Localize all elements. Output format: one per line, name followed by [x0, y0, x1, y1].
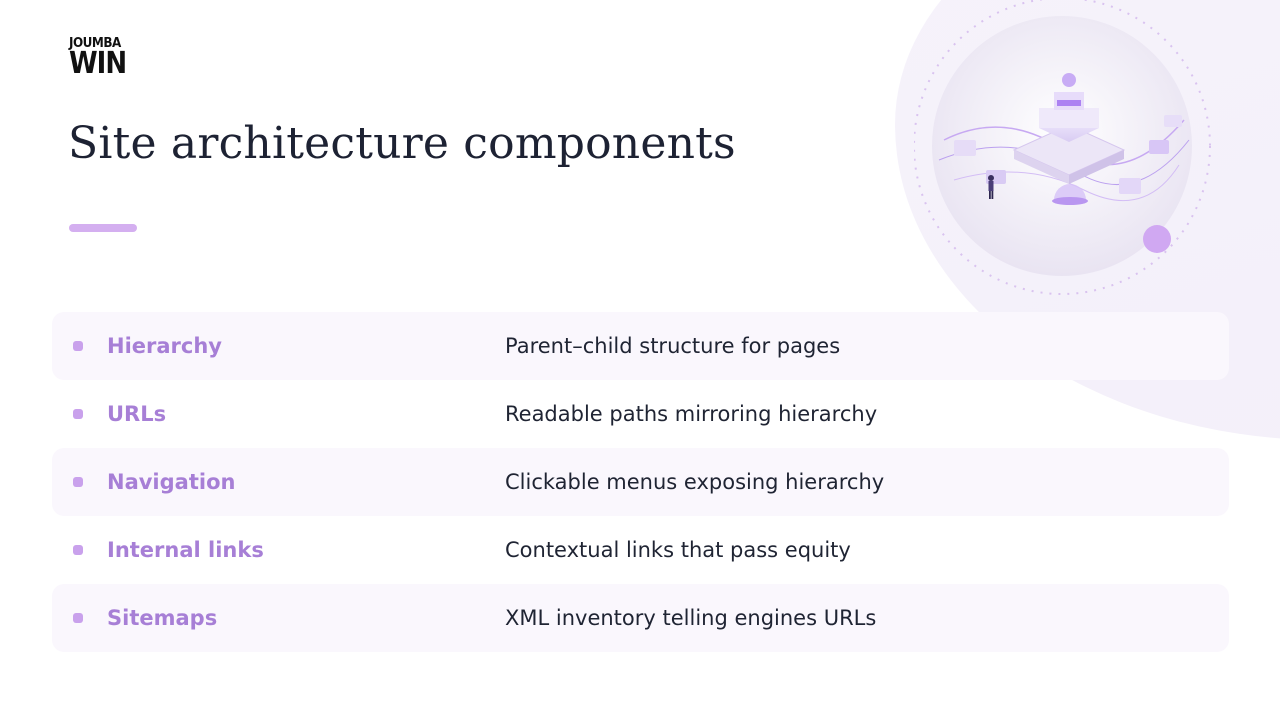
row-term: URLs [107, 402, 167, 426]
title-underline [69, 224, 137, 232]
page-title: Site architecture components [68, 118, 736, 169]
bullet-icon [73, 613, 83, 623]
row-description: Clickable menus exposing hierarchy [505, 470, 885, 494]
bullet-icon [73, 409, 83, 419]
bullet-icon [73, 341, 83, 351]
logo [69, 34, 129, 82]
table-row [52, 448, 1229, 516]
row-description: XML inventory telling engines URLs [505, 606, 877, 630]
components-table [52, 312, 1229, 652]
logo-line-2: WIN [69, 46, 127, 82]
table-row [52, 312, 1229, 380]
table-row [52, 516, 1229, 584]
row-term: Hierarchy [107, 334, 222, 358]
row-term: Sitemaps [107, 606, 218, 630]
bullet-icon [73, 477, 83, 487]
row-description: Parent–child structure for pages [505, 334, 841, 358]
row-term: Navigation [107, 470, 236, 494]
row-description: Contextual links that pass equity [505, 538, 851, 562]
logo-line-1: JOUMBA [69, 34, 121, 51]
row-description: Readable paths mirroring hierarchy [505, 402, 878, 426]
table-row [52, 584, 1229, 652]
bullet-icon [73, 545, 83, 555]
table-row [52, 380, 1229, 448]
row-term: Internal links [107, 538, 264, 562]
isometric-network-illustration-icon [914, 0, 1214, 300]
